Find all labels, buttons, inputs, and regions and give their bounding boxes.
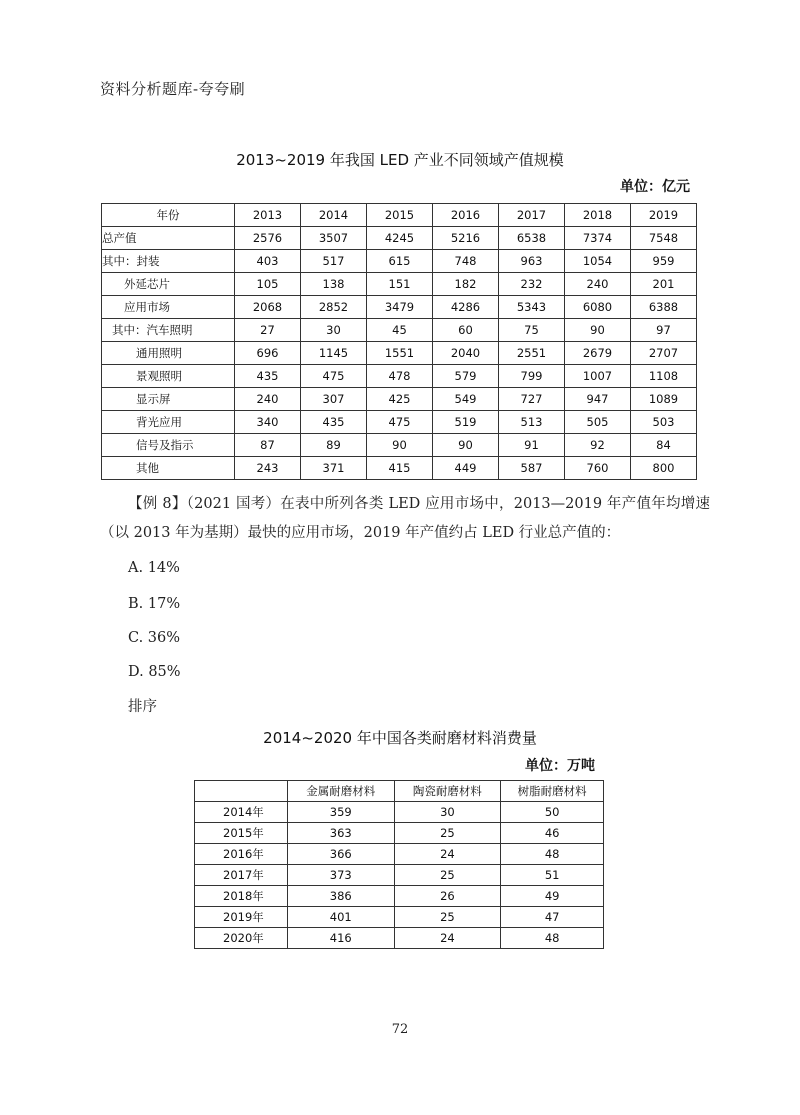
value-cell: 475 — [301, 365, 367, 388]
value-cell: 449 — [433, 457, 499, 480]
value-cell: 151 — [367, 273, 433, 296]
year-cell: 2018年 — [195, 886, 288, 907]
value-cell: 6388 — [631, 296, 697, 319]
header-cell-year: 2015 — [367, 204, 433, 227]
value-cell: 2551 — [499, 342, 565, 365]
row-label: 景观照明 — [102, 365, 235, 388]
value-cell: 401 — [287, 907, 394, 928]
value-cell: 182 — [433, 273, 499, 296]
year-cell: 2015年 — [195, 823, 288, 844]
header-cell-year: 2014 — [301, 204, 367, 227]
value-cell: 760 — [565, 457, 631, 480]
value-cell: 475 — [367, 411, 433, 434]
header-cell-year-label: 年份 — [102, 204, 235, 227]
value-cell: 1551 — [367, 342, 433, 365]
table-row — [102, 411, 697, 434]
table-row — [102, 388, 697, 411]
value-cell: 7374 — [565, 227, 631, 250]
value-cell: 435 — [235, 365, 301, 388]
header-cell-year: 2016 — [433, 204, 499, 227]
value-cell: 92 — [565, 434, 631, 457]
value-cell: 48 — [501, 928, 604, 949]
row-label: 其中：封装 — [102, 250, 235, 273]
table-row — [102, 342, 697, 365]
value-cell: 84 — [631, 434, 697, 457]
row-label: 其中：汽车照明 — [102, 319, 235, 342]
value-cell: 478 — [367, 365, 433, 388]
table-header-row — [195, 781, 604, 802]
table-row — [102, 434, 697, 457]
option-b[interactable]: B. 17% — [128, 596, 181, 612]
value-cell: 4245 — [367, 227, 433, 250]
value-cell: 587 — [499, 457, 565, 480]
table-header-row — [102, 204, 697, 227]
value-cell: 513 — [499, 411, 565, 434]
value-cell: 799 — [499, 365, 565, 388]
value-cell: 2679 — [565, 342, 631, 365]
value-cell: 800 — [631, 457, 697, 480]
value-cell: 696 — [235, 342, 301, 365]
value-cell: 359 — [287, 802, 394, 823]
row-label: 应用市场 — [102, 296, 235, 319]
value-cell: 26 — [394, 886, 501, 907]
value-cell: 1145 — [301, 342, 367, 365]
table-row — [102, 227, 697, 250]
table-row — [102, 319, 697, 342]
value-cell: 517 — [301, 250, 367, 273]
value-cell: 51 — [501, 865, 604, 886]
value-cell: 959 — [631, 250, 697, 273]
row-label: 背光应用 — [102, 411, 235, 434]
value-cell: 403 — [235, 250, 301, 273]
value-cell: 727 — [499, 388, 565, 411]
value-cell: 3507 — [301, 227, 367, 250]
table-row — [195, 865, 604, 886]
header-cell — [195, 781, 288, 802]
option-a[interactable]: A. 14% — [128, 560, 180, 576]
value-cell: 505 — [565, 411, 631, 434]
value-cell: 45 — [367, 319, 433, 342]
page-number: 72 — [391, 1022, 409, 1037]
value-cell: 138 — [301, 273, 367, 296]
table-row — [102, 457, 697, 480]
value-cell: 415 — [367, 457, 433, 480]
value-cell: 5216 — [433, 227, 499, 250]
value-cell: 1089 — [631, 388, 697, 411]
question-text: 【例 8】（2021 国考）在表中所列各类 LED 应用市场中，2013—2019 年产值年均增速（以 2013 年为基期）最快的应用市场，2019 年产值约占 LED 行业总产值的： — [100, 496, 710, 541]
value-cell: 1108 — [631, 365, 697, 388]
wear-material-table — [194, 780, 604, 949]
value-cell: 46 — [501, 823, 604, 844]
value-cell: 24 — [394, 928, 501, 949]
year-cell: 2014年 — [195, 802, 288, 823]
table-row — [195, 802, 604, 823]
header-cell: 金属耐磨材料 — [287, 781, 394, 802]
table1-unit: 单位：亿元 — [620, 179, 690, 195]
value-cell: 49 — [501, 886, 604, 907]
option-c[interactable]: C. 36% — [128, 630, 181, 646]
value-cell: 2576 — [235, 227, 301, 250]
value-cell: 2068 — [235, 296, 301, 319]
header-cell-year: 2019 — [631, 204, 697, 227]
value-cell: 579 — [433, 365, 499, 388]
value-cell: 25 — [394, 907, 501, 928]
value-cell: 371 — [301, 457, 367, 480]
value-cell: 2707 — [631, 342, 697, 365]
value-cell: 3479 — [367, 296, 433, 319]
value-cell: 615 — [367, 250, 433, 273]
row-label: 外延芯片 — [102, 273, 235, 296]
value-cell: 340 — [235, 411, 301, 434]
value-cell: 519 — [433, 411, 499, 434]
value-cell: 47 — [501, 907, 604, 928]
value-cell: 425 — [367, 388, 433, 411]
table-row — [102, 365, 697, 388]
table-row — [195, 928, 604, 949]
value-cell: 307 — [301, 388, 367, 411]
value-cell: 25 — [394, 865, 501, 886]
value-cell: 7548 — [631, 227, 697, 250]
table2-unit: 单位：万吨 — [525, 758, 595, 774]
value-cell: 50 — [501, 802, 604, 823]
value-cell: 503 — [631, 411, 697, 434]
value-cell: 6538 — [499, 227, 565, 250]
row-label: 显示屏 — [102, 388, 235, 411]
value-cell: 25 — [394, 823, 501, 844]
value-cell: 90 — [565, 319, 631, 342]
value-cell: 75 — [499, 319, 565, 342]
page-header: 资料分析题库-夸夸刷 — [100, 80, 246, 98]
value-cell: 90 — [367, 434, 433, 457]
value-cell: 90 — [433, 434, 499, 457]
header-cell-year: 2013 — [235, 204, 301, 227]
value-cell: 5343 — [499, 296, 565, 319]
value-cell: 2852 — [301, 296, 367, 319]
value-cell: 363 — [287, 823, 394, 844]
value-cell: 105 — [235, 273, 301, 296]
table-row — [102, 296, 697, 319]
value-cell: 1054 — [565, 250, 631, 273]
value-cell: 240 — [235, 388, 301, 411]
value-cell: 416 — [287, 928, 394, 949]
value-cell: 6080 — [565, 296, 631, 319]
value-cell: 435 — [301, 411, 367, 434]
value-cell: 963 — [499, 250, 565, 273]
value-cell: 1007 — [565, 365, 631, 388]
value-cell: 87 — [235, 434, 301, 457]
value-cell: 24 — [394, 844, 501, 865]
header-cell: 树脂耐磨材料 — [501, 781, 604, 802]
row-label: 总产值 — [102, 227, 235, 250]
value-cell: 386 — [287, 886, 394, 907]
value-cell: 201 — [631, 273, 697, 296]
header-cell-year: 2017 — [499, 204, 565, 227]
year-cell: 2016年 — [195, 844, 288, 865]
value-cell: 97 — [631, 319, 697, 342]
value-cell: 30 — [394, 802, 501, 823]
value-cell: 243 — [235, 457, 301, 480]
value-cell: 89 — [301, 434, 367, 457]
year-cell: 2019年 — [195, 907, 288, 928]
value-cell: 947 — [565, 388, 631, 411]
table-row — [195, 823, 604, 844]
sort-label: 排序 — [128, 699, 157, 715]
row-label: 信号及指示 — [102, 434, 235, 457]
value-cell: 60 — [433, 319, 499, 342]
header-cell-year: 2018 — [565, 204, 631, 227]
value-cell: 549 — [433, 388, 499, 411]
row-label: 其他 — [102, 457, 235, 480]
table-row — [195, 907, 604, 928]
value-cell: 2040 — [433, 342, 499, 365]
table-row — [102, 273, 697, 296]
table1-title: 2013~2019 年我国 LED 产业不同领域产值规模 — [236, 151, 564, 169]
value-cell: 366 — [287, 844, 394, 865]
table-row — [195, 886, 604, 907]
led-output-table — [101, 203, 697, 480]
table-row — [195, 844, 604, 865]
header-cell: 陶瓷耐磨材料 — [394, 781, 501, 802]
table-row — [102, 250, 697, 273]
year-cell: 2020年 — [195, 928, 288, 949]
option-d[interactable]: D. 85% — [128, 664, 181, 680]
value-cell: 240 — [565, 273, 631, 296]
value-cell: 27 — [235, 319, 301, 342]
year-cell: 2017年 — [195, 865, 288, 886]
value-cell: 48 — [501, 844, 604, 865]
table2-title: 2014~2020 年中国各类耐磨材料消费量 — [263, 729, 537, 747]
value-cell: 4286 — [433, 296, 499, 319]
value-cell: 91 — [499, 434, 565, 457]
value-cell: 748 — [433, 250, 499, 273]
value-cell: 30 — [301, 319, 367, 342]
row-label: 通用照明 — [102, 342, 235, 365]
value-cell: 373 — [287, 865, 394, 886]
value-cell: 232 — [499, 273, 565, 296]
